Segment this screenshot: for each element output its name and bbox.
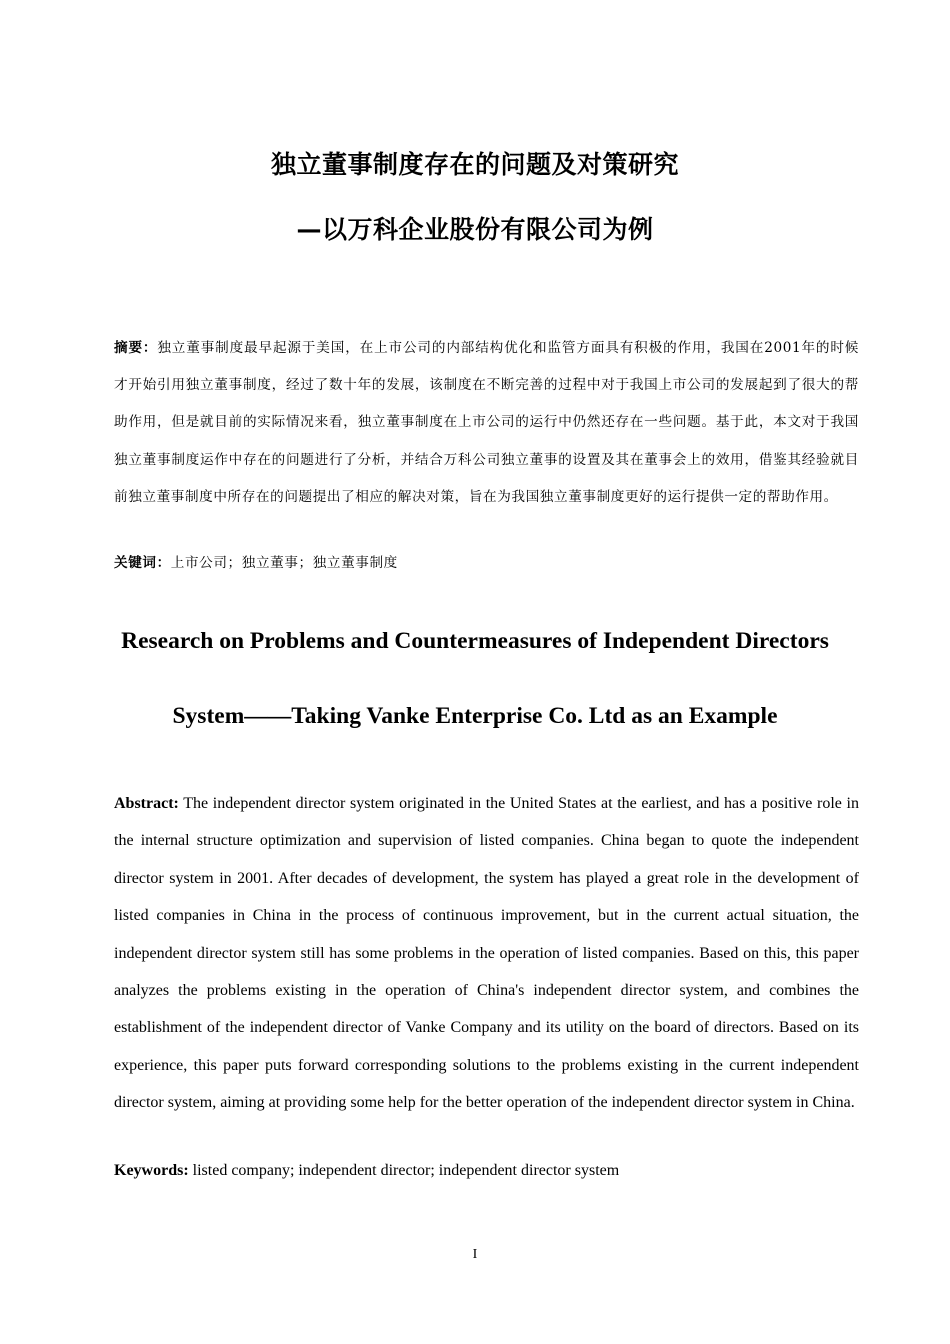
chinese-abstract-text: 独立董事制度最早起源于美国，在上市公司的内部结构优化和监管方面具有积极的作用，我国在2001年的时候才开始引用独立董事制度，经过了数十年的发展，该制度在不断完善的过程中对于我国上市公司的发展起到了很大的帮助作用，但是就目前的实际情况来看，独立董事制度在上市公司的运行中仍然还存在一些问题。基于此，本文对于我国独立董事制度运作中存在的问题进行了分析，并结合万科公司独立董事的设置及其在董事会上的效用，借鉴其经验就目前独立董事制度中所存在的问题提出了相应的解决对策，旨在为我国独立董事制度更好的运行提供一定的帮助作用。 [114, 340, 859, 505]
chinese-keywords [114, 552, 398, 574]
chinese-keywords-text: 上市公司；独立董事；独立董事制度 [170, 555, 398, 571]
english-abstract-text: The independent director system originated in the United States at the earliest, and has a positive role in the internal structure optimization and supervision of listed companies. China began to quote the independent director system in 2001. After decades of development, the system has played a great role in the development of listed companies in China in the process of continuous improvement, but in the current actual situation, the independent director system still has some problems in the operation of listed companies. Based on this, this paper analyzes the problems existing in the operation of China's independent director system, and combines the establishment of the independent director of Vanke Company and its utility on the board of directors. Based on its experience, this paper puts forward corresponding solutions to the problems existing in the current independent director system, aiming at providing some help for the better operation of the independent director system in China. [114, 795, 859, 1112]
english-keywords-label: Keywords: [114, 1162, 189, 1179]
english-keywords [114, 1160, 619, 1182]
english-keywords-text: listed company; independent director; independent director system [192, 1162, 620, 1179]
chinese-title: 独立董事制度存在的问题及对策研究 [270, 150, 679, 179]
english-abstract-label: Abstract: [114, 795, 179, 812]
english-title: Research on Problems and Countermeasures of Independent Directors [121, 628, 829, 654]
chinese-abstract [114, 330, 859, 516]
chinese-subtitle: —以万科企业股份有限公司为例 [296, 215, 654, 244]
chinese-keywords-label: 关键词： [114, 555, 171, 571]
page-number: I [472, 1247, 478, 1262]
english-subtitle: System——Taking Vanke Enterprise Co. Ltd as an Example [172, 703, 778, 729]
chinese-abstract-label: 摘要： [114, 340, 158, 356]
english-abstract [114, 785, 859, 1122]
